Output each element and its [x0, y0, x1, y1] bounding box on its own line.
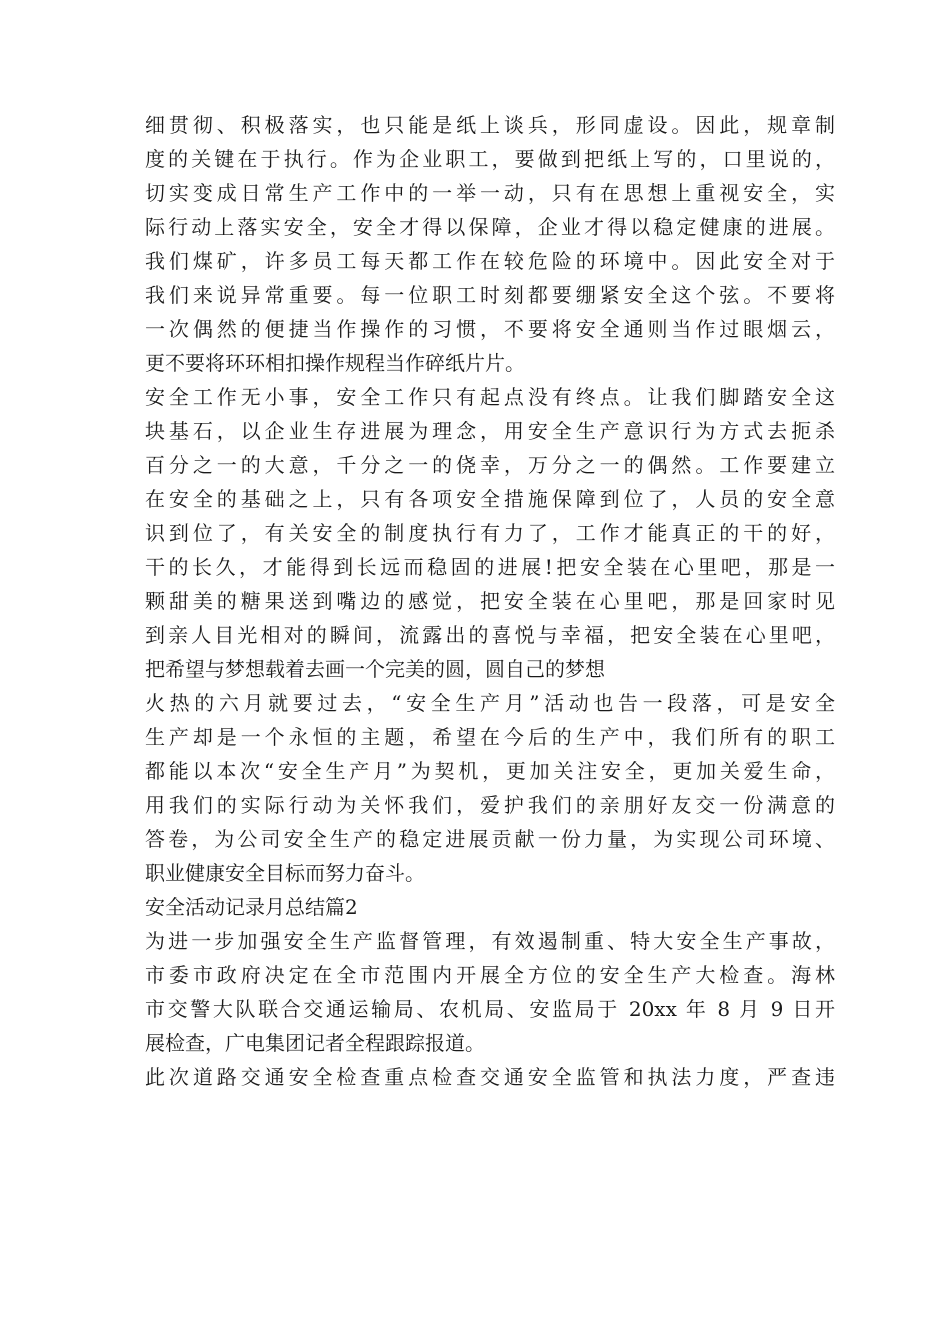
text-line: 展检查，广电集团记者全程跟踪报道。: [145, 1031, 485, 1055]
text-line: 切实变成日常生产工作中的一举一动，只有在思想上重视安全，实: [145, 181, 835, 205]
text-line: 安全工作无小事，安全工作只有起点没有终点。让我们脚踏安全这: [145, 385, 835, 409]
text-line: 识到位了，有关安全的制度执行有力了，工作才能真正的干的好，: [145, 521, 835, 545]
text-line: 答卷，为公司安全生产的稳定进展贡献一份力量，为实现公司环境、: [145, 827, 835, 851]
text-line: 用我们的实际行动为关怀我们，爱护我们的亲朋好友交一份满意的: [145, 793, 835, 817]
text-line: 市交警大队联合交通运输局、农机局、安监局于 20xx 年 8 月 9 日开: [145, 997, 835, 1021]
text-line: 此次道路交通安全检查重点检查交通安全监管和执法力度，严查违: [145, 1065, 835, 1089]
text-line: 在安全的基础之上，只有各项安全措施保障到位了，人员的安全意: [145, 487, 835, 511]
text-line: 为进一步加强安全生产监督管理，有效遏制重、特大安全生产事故，: [145, 929, 835, 953]
text-line: 生产却是一个永恒的主题，希望在今后的生产中，我们所有的职工: [145, 725, 835, 749]
text-line: 细贯彻、积极落实，也只能是纸上谈兵，形同虚设。因此，规章制: [145, 113, 835, 137]
text-line: 干的长久，才能得到长远而稳固的进展!把安全装在心里吧，那是一: [145, 555, 835, 579]
text-line: 市委市政府决定在全市范围内开展全方位的安全生产大检查。海林: [145, 963, 835, 987]
text-line: 我们来说异常重要。每一位职工时刻都要绷紧安全这个弦。不要将: [145, 283, 835, 307]
text-line: 我们煤矿，许多员工每天都工作在较危险的环境中。因此安全对于: [145, 249, 835, 273]
text-line: 际行动上落实安全，安全才得以保障，企业才得以稳定健康的进展。: [145, 215, 835, 239]
section-heading: 安全活动记录月总结篇2: [145, 895, 358, 919]
text-line: 都能以本次“安全生产月”为契机，更加关注安全，更加关爱生命，: [145, 759, 835, 783]
text-line: 把希望与梦想载着去画一个完美的圆，圆自己的梦想: [145, 657, 605, 681]
text-line: 颗甜美的糖果送到嘴边的感觉，把安全装在心里吧，那是回家时见: [145, 589, 835, 613]
text-line: 百分之一的大意，千分之一的侥幸，万分之一的偶然。工作要建立: [145, 453, 835, 477]
text-line: 火热的六月就要过去，“安全生产月”活动也告一段落，可是安全: [145, 691, 835, 715]
text-line: 到亲人目光相对的瞬间，流露出的喜悦与幸福，把安全装在心里吧，: [145, 623, 835, 647]
text-line: 块基石，以企业生存进展为理念，用安全生产意识行为方式去扼杀: [145, 419, 835, 443]
document-body: [145, 108, 835, 1094]
text-line: 更不要将环环相扣操作规程当作碎纸片片。: [145, 351, 525, 375]
text-line: 职业健康安全目标而努力奋斗。: [145, 861, 425, 885]
text-line: 度的关键在于执行。作为企业职工，要做到把纸上写的，口里说的，: [145, 147, 835, 171]
text-line: 一次偶然的便捷当作操作的习惯，不要将安全通则当作过眼烟云，: [145, 317, 835, 341]
